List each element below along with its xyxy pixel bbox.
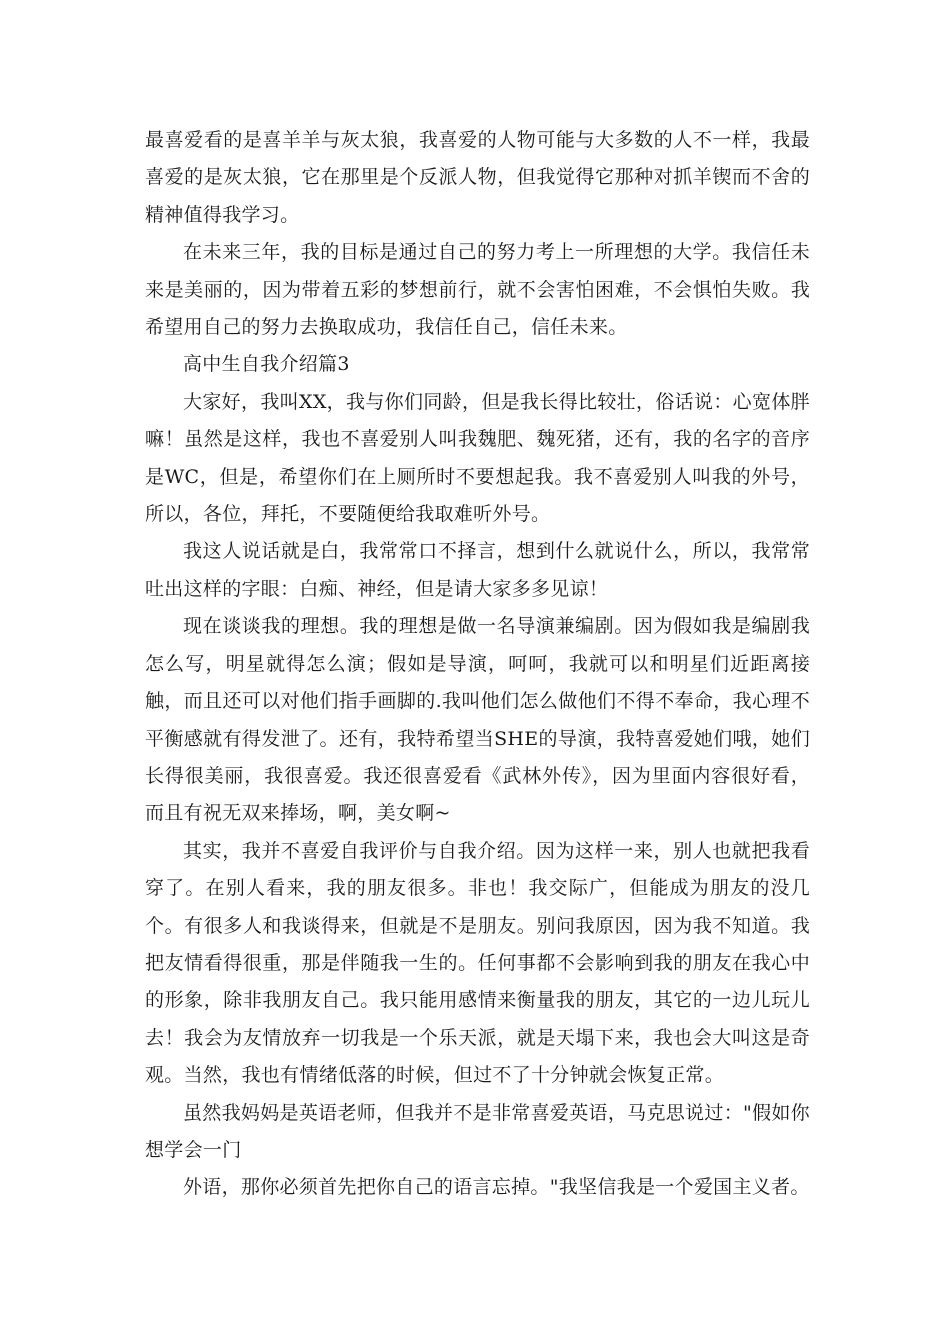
paragraph: 大家好，我叫XX，我与你们同龄，但是我长得比较壮，俗话说：心宽体胖嘛！虽然是这样，我也不喜爱别人叫我魏肥、魏死猪，还有，我的名字的音序是WC，但是，希望你们在上厕所时不要想起我。我不喜爱别人叫我的外号，所以，各位，拜托，不要随便给我取难听外号。	[145, 390, 810, 526]
section-heading: 高中生自我介绍篇3	[183, 353, 350, 376]
paragraph: 外语，那你必须首先把你自己的语言忘掉。"我坚信我是一个爱国主义者。	[183, 1176, 810, 1199]
paragraph: 现在谈谈我的理想。我的理想是做一名导演兼编剧。因为假如我是编剧我怎么写，明星就得怎么演；假如是导演，呵呵，我就可以和明星们近距离接触，而且还可以对他们指手画脚的.我叫他们怎么做他们不得不奉命，我心理不平衡感就有得发泄了。还有，我特希望当SHE的导演，我特喜爱她们哦，她们长得很美丽，我很喜爱。我还很喜爱看《武林外传》，因为里面内容很好看，而且有祝无双来捧场，啊，美女啊~	[145, 615, 810, 825]
paragraph: 在未来三年，我的目标是通过自己的努力考上一所理想的大学。我信任未来是美丽的，因为带着五彩的梦想前行，就不会害怕困难，不会惧怕失败。我希望用自己的努力去换取成功，我信任自己，信任未来。	[145, 241, 810, 339]
document-body	[145, 122, 810, 1207]
paragraph: 最喜爱看的是喜羊羊与灰太狼，我喜爱的人物可能与大多数的人不一样，我最喜爱的是灰太狼，它在那里是个反派人物，但我觉得它那种对抓羊锲而不舍的精神值得我学习。	[145, 129, 810, 226]
paragraph: 虽然我妈妈是英语老师，但我并不是非常喜爱英语，马克思说过："假如你想学会一门	[145, 1101, 810, 1161]
paragraph: 其实，我并不喜爱自我评价与自我介绍。因为这样一来，别人也就把我看穿了。在别人看来，我的朋友很多。非也！我交际广，但能成为朋友的没几个。有很多人和我谈得来，但就是不是朋友。别问我原因，因为我不知道。我把友情看得很重，那是伴随我一生的。任何事都不会影响到我的朋友在我心中的形象，除非我朋友自己。我只能用感情来衡量我的朋友，其它的一边儿玩儿去！我会为友情放弃一切我是一个乐天派，就是天塌下来，我也会大叫这是奇观。当然，我也有情绪低落的时候，但过不了十分钟就会恢复正常。	[145, 839, 810, 1087]
paragraph: 我这人说话就是白，我常常口不择言，想到什么就说什么，所以，我常常吐出这样的字眼：白痴、神经，但是请大家多多见谅！	[145, 540, 810, 600]
